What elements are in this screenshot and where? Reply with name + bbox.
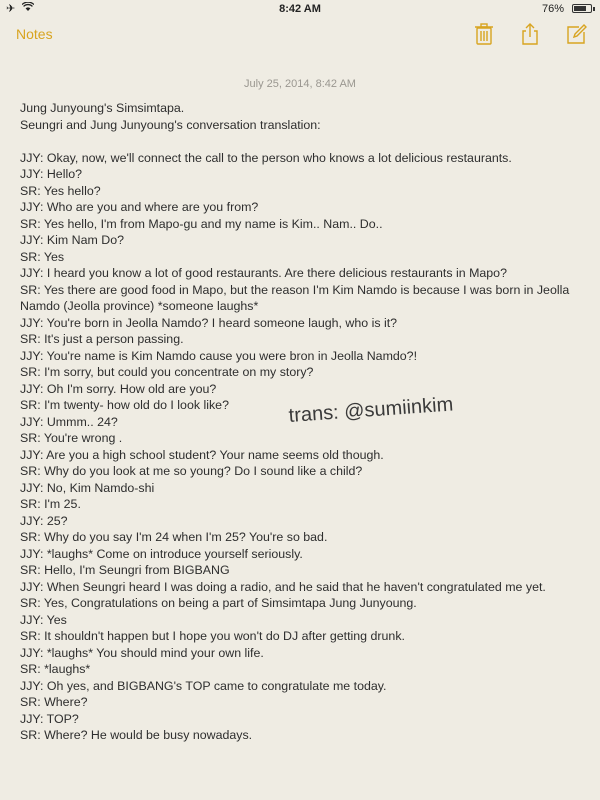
note-line: SR: Why do you look at me so young? Do I sound like a child?	[20, 464, 363, 478]
note-line: SR: Where? He would be busy nowadays.	[20, 728, 253, 742]
note-line: SR: It's just a person passing.	[20, 332, 184, 346]
note-line: SR: Yes, Congratulations on being a part of Simsimtapa Jung Junyoung.	[20, 596, 417, 610]
note-line: JJY: Okay, now, we'll connect the call to the person who knows a lot delicious restaurants.	[20, 150, 512, 165]
note-line: SR: I'm 25.	[20, 497, 81, 511]
note-line: SR: You're wrong .	[20, 431, 123, 445]
battery-percent: 76%	[541, 3, 564, 15]
note-line: JJY: TOP?	[20, 711, 79, 726]
note-date: July 25, 2014, 8:42 AM	[244, 78, 356, 90]
notes-back-button[interactable]: Notes	[16, 26, 53, 42]
note-line: SR: Hello, I'm Seungri from BIGBANG	[20, 563, 230, 577]
note-line: JJY: When Seungri heard I was doing a radio, and he said that he haven't congratulated me yet.	[20, 579, 546, 594]
battery-icon	[572, 4, 592, 13]
note-lines	[20, 133, 585, 744]
note-title: Jung Junyoung's Simsimtapa.	[20, 101, 185, 115]
note-line: JJY: Yes	[20, 612, 67, 627]
note-line: SR: Yes there are good food in Mapo, but the reason I'm Kim Namdo is because I was born in Jeolla Namdo (Jeolla province) *someone laughs*	[20, 282, 570, 313]
note-line: JJY: You're name is Kim Namdo cause you were bron in Jeolla Namdo?!	[20, 348, 418, 363]
note-line: JJY: *laughs* Come on introduce yourself seriously.	[20, 546, 303, 561]
note-line	[20, 133, 585, 150]
note-line: JJY: I heard you know a lot of good restaurants. Are there delicious restaurants in Mapo?	[20, 266, 507, 280]
share-icon[interactable]	[519, 22, 541, 46]
note-line: JJY: Are you a high school student? Your name seems old though.	[20, 447, 384, 462]
note-line: SR: Yes hello?	[20, 183, 101, 198]
note-line: SR: Yes hello, I'm from Mapo-gu and my name is Kim.. Nam.. Do..	[20, 216, 383, 231]
note-line: JJY: Who are you and where are you from?	[20, 200, 259, 214]
note-line: SR: Where?	[20, 695, 88, 709]
note-line: JJY: 25?	[20, 513, 68, 528]
note-line: SR: I'm twenty- how old do I look like?	[20, 398, 229, 412]
watermark: trans: @sumiinkim	[288, 393, 454, 427]
note-line: SR: I'm sorry, but could you concentrate on my story?	[20, 365, 314, 379]
status-time: 8:42 AM	[279, 3, 321, 15]
nav-bar	[0, 18, 600, 52]
note-line: JJY: Oh I'm sorry. How old are you?	[20, 381, 217, 396]
note-line: JJY: Hello?	[20, 167, 82, 181]
note-subtitle: Seungri and Jung Junyoung's conversation translation:	[20, 117, 321, 132]
status-bar	[0, 0, 600, 18]
note-line: JJY: Oh yes, and BIGBANG's TOP came to congratulate me today.	[20, 678, 387, 693]
note-line: JJY: No, Kim Namdo-shi	[20, 480, 155, 495]
note-line: SR: *laughs*	[20, 662, 91, 676]
note-line: SR: It shouldn't happen but I hope you won't do DJ after getting drunk.	[20, 629, 405, 643]
note-line: JJY: You're born in Jeolla Namdo? I heard someone laugh, who is it?	[20, 315, 398, 330]
note-line: JJY: *laughs* You should mind your own life.	[20, 645, 264, 660]
compose-icon[interactable]	[565, 22, 587, 46]
note-line: SR: Yes	[20, 249, 65, 264]
trash-icon[interactable]	[473, 22, 495, 46]
note-line: SR: Why do you say I'm 24 when I'm 25? You're so bad.	[20, 530, 328, 544]
note-line: JJY: Kim Nam Do?	[20, 233, 124, 247]
airplane-icon: ✈	[6, 3, 16, 15]
note-line: JJY: Ummm.. 24?	[20, 414, 118, 429]
